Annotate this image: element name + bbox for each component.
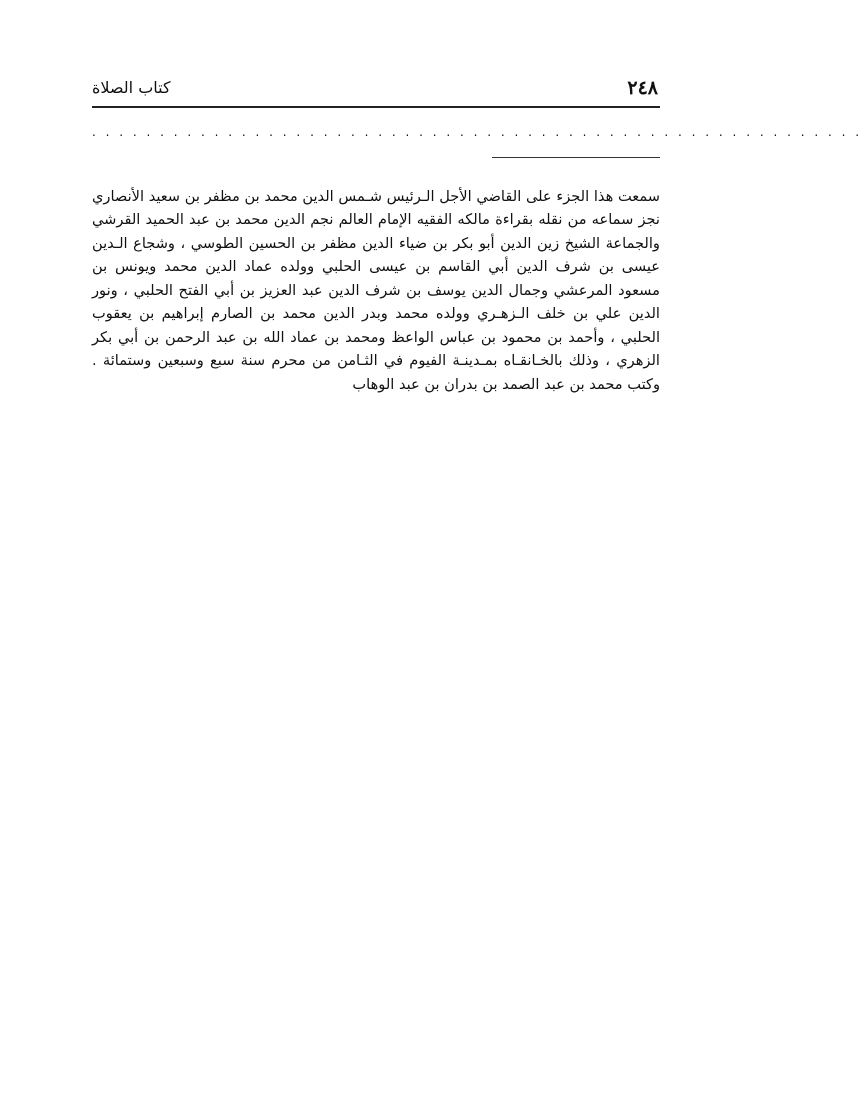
samaa-note-paragraph: سمعت هذا الجزء على القاضي الأجل الـرئيس شـمس الدين محمد بن مظفر بن سعيد الأنصاري نجز سماعه من نقله بقراءة مالكه الفقيه الإمام العالم نجم الدين محمد بن عبد الحميد القرشي والجماعة الشيخ زين الدين أبو بكر بن ضياء الدين مظفر بن الحسين الطوسي ، وشجاع الـدين عيسى بن شرف الدين أبي القاسم بن عيسى الحلبي وولده عماد الدين محمد ويونس بن مسعود المرعشي وجمال الدين يوسف بن شرف الدين عبد العزيز بن أبي الفتح الحلبي ، ونور الدين علي بن خلف الـزهـري وولده محمد وبدر الدين محمد بن الصارم إبراهيم بن يعقوب الحلبي ، وأحمد بن محمود بن عباس الواعظ ومحمد بن عماد الله بن عبد الرحمن بن أبي بكر الزهري ، وذلك بالخـانقـاه بمـدينـة الفيوم في الثـامن من محرم سنة سبع وسبعين وستمائة . وكتب محمد بن عبد الصمد بن بدران بن عبد الوهاب (92, 187, 660, 393)
dotted-separator: . . . . . . . . . . . . . . . . . . . . . . . . . . . . . . . . . . . . . . . . . . . . . . . . . . . . . . . . . (92, 125, 862, 139)
footnote-rule (492, 157, 660, 158)
page-number: ٢٤٨ (627, 77, 658, 99)
book-title: كتاب الصلاة (92, 78, 171, 97)
header-rule (92, 106, 660, 108)
running-head (92, 74, 658, 108)
